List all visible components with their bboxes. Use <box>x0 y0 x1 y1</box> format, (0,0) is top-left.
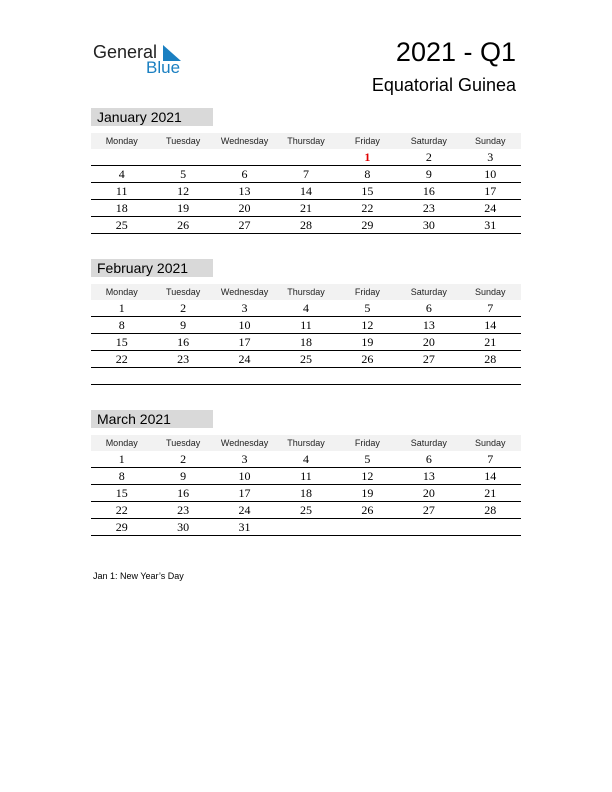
week-row <box>91 485 521 502</box>
weekday-label: Wednesday <box>220 287 269 297</box>
day-cell: 28 <box>484 503 497 517</box>
day-cell: 26 <box>177 218 190 232</box>
day-cell: 18 <box>299 486 312 500</box>
weekday-label: Friday <box>354 287 380 297</box>
weekday-label: Friday <box>354 136 380 146</box>
day-cell <box>275 368 336 384</box>
day-cell: 1 <box>364 150 371 164</box>
week-row <box>91 334 521 351</box>
day-cell: 20 <box>422 335 435 349</box>
week-row <box>91 183 521 200</box>
weekday-label: Sunday <box>474 287 506 297</box>
day-cell: 28 <box>299 218 312 232</box>
day-cell: 8 <box>364 167 371 181</box>
month-label: March 2021 <box>91 410 213 428</box>
day-cell: 3 <box>487 150 494 164</box>
day-cell: 8 <box>118 469 125 483</box>
week-row <box>91 468 521 485</box>
weekday-label: Saturday <box>410 287 447 297</box>
weekday-label: Tuesday <box>166 438 201 448</box>
week-row <box>91 519 521 536</box>
weekday-label: Monday <box>105 438 138 448</box>
weeks-grid <box>91 149 521 234</box>
month-label: January 2021 <box>91 108 213 126</box>
day-cell: 4 <box>302 452 309 466</box>
day-cell: 7 <box>302 167 309 181</box>
day-cell: 4 <box>118 167 125 181</box>
day-cell: 21 <box>299 201 312 215</box>
day-cell: 2 <box>425 150 432 164</box>
day-cell: 26 <box>361 352 374 366</box>
week-row <box>91 502 521 519</box>
day-cell: 27 <box>422 352 435 366</box>
day-cell: 15 <box>361 184 374 198</box>
week-row <box>91 300 521 317</box>
day-cell <box>214 368 275 384</box>
day-cell: 17 <box>238 335 251 349</box>
weekday-label: Monday <box>105 136 138 146</box>
day-cell: 8 <box>118 318 125 332</box>
day-cell <box>398 519 459 535</box>
weekday-label: Thursday <box>287 438 325 448</box>
day-cell: 19 <box>361 335 374 349</box>
day-cell: 22 <box>115 352 128 366</box>
weekday-label: Saturday <box>410 136 447 146</box>
week-row <box>91 351 521 368</box>
day-cell: 13 <box>238 184 251 198</box>
day-cell: 14 <box>484 318 497 332</box>
day-cell: 31 <box>484 218 497 232</box>
day-cell: 2 <box>180 301 187 315</box>
day-cell: 2 <box>180 452 187 466</box>
month-block-february <box>91 259 521 385</box>
day-cell <box>275 149 336 165</box>
week-row <box>91 200 521 217</box>
day-cell: 24 <box>238 352 251 366</box>
day-cell: 13 <box>422 469 435 483</box>
day-cell: 17 <box>484 184 497 198</box>
day-cell: 11 <box>115 184 128 198</box>
weekday-header <box>91 133 521 149</box>
week-row <box>91 217 521 234</box>
day-cell <box>398 368 459 384</box>
day-cell: 17 <box>238 486 251 500</box>
weekday-label: Wednesday <box>220 438 269 448</box>
day-cell: 7 <box>487 301 494 315</box>
weekday-label: Thursday <box>287 136 325 146</box>
day-cell: 21 <box>484 486 497 500</box>
month-label: February 2021 <box>91 259 213 277</box>
day-cell: 5 <box>364 301 371 315</box>
day-cell: 5 <box>364 452 371 466</box>
day-cell: 30 <box>422 218 435 232</box>
day-cell: 18 <box>115 201 128 215</box>
weekday-label: Wednesday <box>220 136 269 146</box>
day-cell: 9 <box>425 167 432 181</box>
country-name: Equatorial Guinea <box>371 75 516 95</box>
day-cell: 16 <box>422 184 435 198</box>
month-block-march <box>91 410 521 536</box>
weekday-header <box>91 435 521 451</box>
day-cell <box>337 368 398 384</box>
day-cell: 15 <box>115 335 128 349</box>
day-cell <box>91 149 152 165</box>
logo-text-general: General <box>93 42 158 62</box>
day-cell: 29 <box>361 218 374 232</box>
day-cell: 16 <box>177 486 190 500</box>
weekday-label: Monday <box>105 287 138 297</box>
day-cell: 14 <box>484 469 497 483</box>
weekday-label: Saturday <box>410 438 447 448</box>
day-cell: 10 <box>238 318 251 332</box>
day-cell <box>337 519 398 535</box>
day-cell: 13 <box>422 318 435 332</box>
day-cell: 12 <box>361 469 374 483</box>
day-cell <box>152 149 213 165</box>
day-cell: 25 <box>299 503 312 517</box>
day-cell: 23 <box>177 503 190 517</box>
day-cell: 7 <box>487 452 494 466</box>
day-cell: 3 <box>241 452 248 466</box>
day-cell: 11 <box>300 318 312 332</box>
month-block-january <box>91 108 521 234</box>
day-cell: 9 <box>180 318 187 332</box>
day-cell <box>214 149 275 165</box>
day-cell: 6 <box>425 452 432 466</box>
day-cell: 6 <box>425 301 432 315</box>
day-cell: 10 <box>238 469 251 483</box>
day-cell: 21 <box>484 335 497 349</box>
weeks-grid <box>91 300 521 385</box>
day-cell: 11 <box>300 469 312 483</box>
week-row <box>91 451 521 468</box>
day-cell: 18 <box>299 335 312 349</box>
day-cell: 5 <box>180 167 187 181</box>
day-cell: 28 <box>484 352 497 366</box>
day-cell: 27 <box>238 218 251 232</box>
day-cell: 1 <box>118 301 125 315</box>
day-cell: 19 <box>361 486 374 500</box>
day-cell <box>91 368 152 384</box>
day-cell: 22 <box>361 201 374 215</box>
day-cell: 12 <box>177 184 190 198</box>
day-cell: 19 <box>177 201 190 215</box>
day-cell: 6 <box>241 167 248 181</box>
day-cell: 29 <box>115 520 128 534</box>
day-cell: 22 <box>115 503 128 517</box>
day-cell: 3 <box>241 301 248 315</box>
weekday-label: Friday <box>354 438 380 448</box>
page-title: 2021 - Q1 <box>395 37 516 67</box>
day-cell: 31 <box>238 520 251 534</box>
day-cell: 20 <box>238 201 251 215</box>
holiday-note: Jan 1: New Year’s Day <box>93 571 184 581</box>
week-row <box>91 368 521 385</box>
day-cell: 1 <box>118 452 125 466</box>
weekday-header <box>91 284 521 300</box>
day-cell: 25 <box>299 352 312 366</box>
day-cell <box>460 519 521 535</box>
logo <box>93 41 203 81</box>
day-cell: 4 <box>302 301 309 315</box>
weekday-label: Sunday <box>474 438 506 448</box>
week-row <box>91 317 521 334</box>
day-cell: 12 <box>361 318 374 332</box>
day-cell: 23 <box>422 201 435 215</box>
day-cell: 9 <box>180 469 187 483</box>
weekday-label: Thursday <box>287 287 325 297</box>
day-cell: 26 <box>361 503 374 517</box>
day-cell: 27 <box>422 503 435 517</box>
week-row <box>91 166 521 183</box>
day-cell: 14 <box>299 184 312 198</box>
day-cell: 24 <box>484 201 497 215</box>
day-cell: 15 <box>115 486 128 500</box>
day-cell: 23 <box>177 352 190 366</box>
weekday-label: Tuesday <box>166 136 201 146</box>
day-cell <box>460 368 521 384</box>
day-cell: 30 <box>177 520 190 534</box>
day-cell: 10 <box>484 167 497 181</box>
day-cell: 16 <box>177 335 190 349</box>
day-cell <box>275 519 336 535</box>
week-row <box>91 149 521 166</box>
day-cell <box>152 368 213 384</box>
weeks-grid <box>91 451 521 536</box>
weekday-label: Sunday <box>474 136 506 146</box>
logo-text-blue: Blue <box>146 58 181 77</box>
day-cell: 20 <box>422 486 435 500</box>
weekday-label: Tuesday <box>166 287 201 297</box>
day-cell: 25 <box>115 218 128 232</box>
day-cell: 24 <box>238 503 251 517</box>
